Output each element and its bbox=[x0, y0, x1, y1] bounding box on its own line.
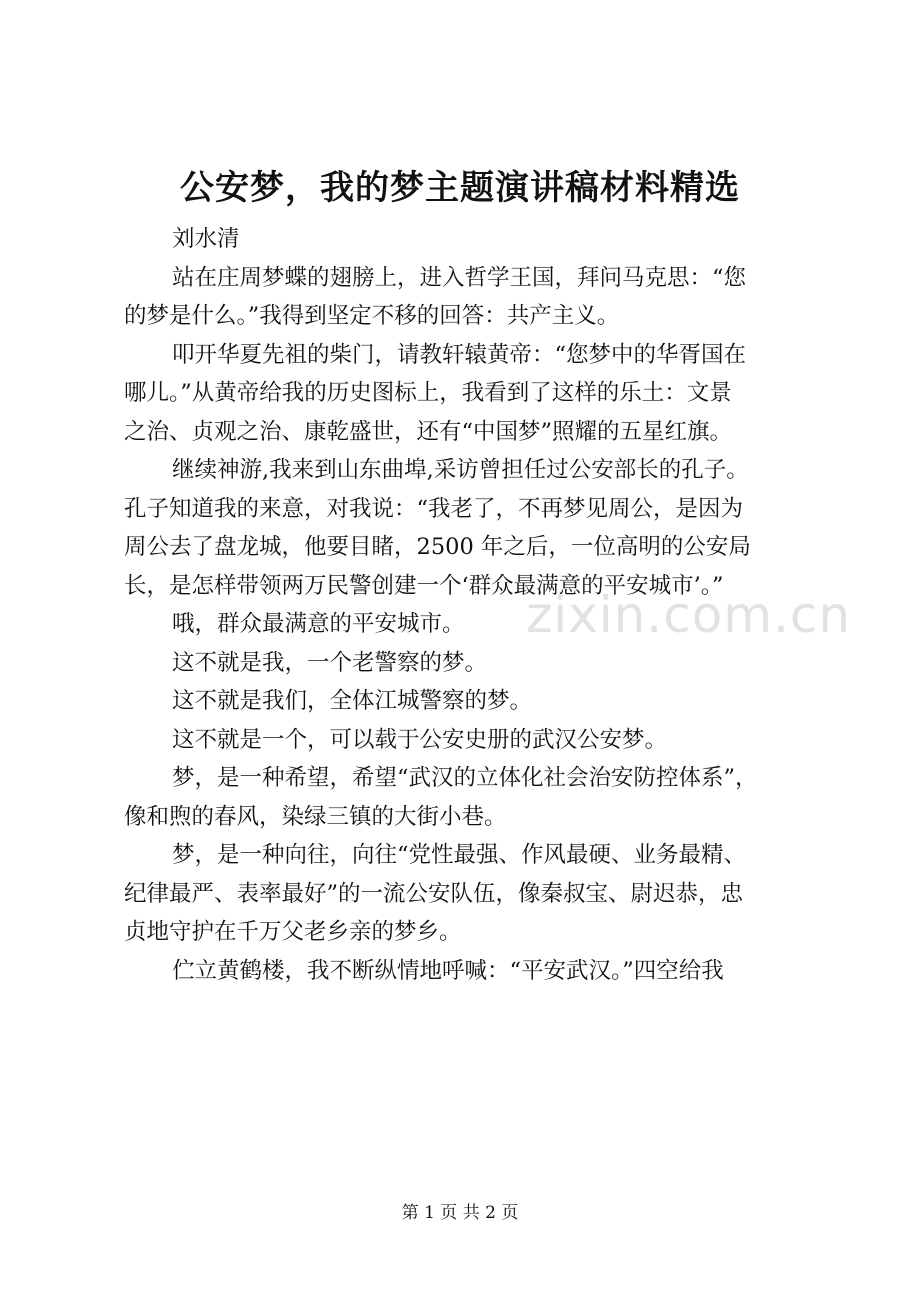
text-line: 哦，群众最满意的平安城市。 bbox=[172, 611, 465, 637]
text-line: 站在庄周梦蝶的翅膀上，进入哲学王国，拜问马克思：“您 bbox=[172, 264, 747, 291]
text-line: 叩开华夏先祖的柴门，请教轩辕黄帝：“您梦中的华胥国在 bbox=[172, 341, 747, 368]
text-line: 孔子知道我的来意，对我说：“我老了，不再梦见周公，是因为 bbox=[124, 495, 744, 522]
text-line: 这不就是我们，全体江城警察的梦。 bbox=[172, 688, 533, 714]
paragraph-lines bbox=[124, 259, 824, 991]
text-line: 纪律最严、表率最好”的一流公安队伍，像秦叔宝、尉迟恭，忠 bbox=[124, 880, 744, 907]
text-line: 梦，是一种向往，向往“党性最强、作风最硬、业务最精、 bbox=[172, 842, 747, 868]
text-line: 周公去了盘龙城，他要目睹，2500 年之后，一位高明的公安局 bbox=[124, 534, 751, 560]
text-line: 长，是怎样带领两万民警创建一个‘群众最满意的平安城市’。” bbox=[124, 572, 724, 599]
document-title: 公安梦，我的梦主题演讲稿材料精选 bbox=[180, 168, 740, 208]
author-name: 刘水清 bbox=[172, 226, 240, 252]
text-line: 的梦是什么。”我得到坚定不移的回答：共产主义。 bbox=[124, 303, 620, 329]
text-line: 贞地守护在千万父老乡亲的梦乡。 bbox=[124, 919, 462, 945]
text-line: 之治、贞观之治、康乾盛世，还有“中国梦”照耀的五星红旗。 bbox=[124, 418, 733, 445]
watermark-text: zixin.com.cn bbox=[526, 586, 852, 644]
page-footer: 第 1 页 共 2 页 bbox=[401, 1203, 519, 1223]
text-line: 像和煦的春风，染绿三镇的大街小巷。 bbox=[124, 803, 507, 830]
document-body bbox=[124, 220, 824, 990]
text-line: 伫立黄鹤楼，我不断纵情地呼喊：“平安武汉。”四空给我 bbox=[172, 957, 724, 984]
text-line: 梦，是一种希望，希望“武汉的立体化社会治安防控体系”， bbox=[172, 765, 758, 791]
text-line: 哪儿。”从黄帝给我的历史图标上，我看到了这样的乐土：文景 bbox=[124, 380, 732, 406]
text-line: 这不就是我，一个老警察的梦。 bbox=[172, 649, 488, 676]
text-line: 继续神游,我来到山东曲埠,采访曾担任过公安部长的孔子。 bbox=[172, 457, 749, 483]
text-line: 这不就是一个，可以载于公安史册的武汉公安梦。 bbox=[172, 726, 668, 753]
